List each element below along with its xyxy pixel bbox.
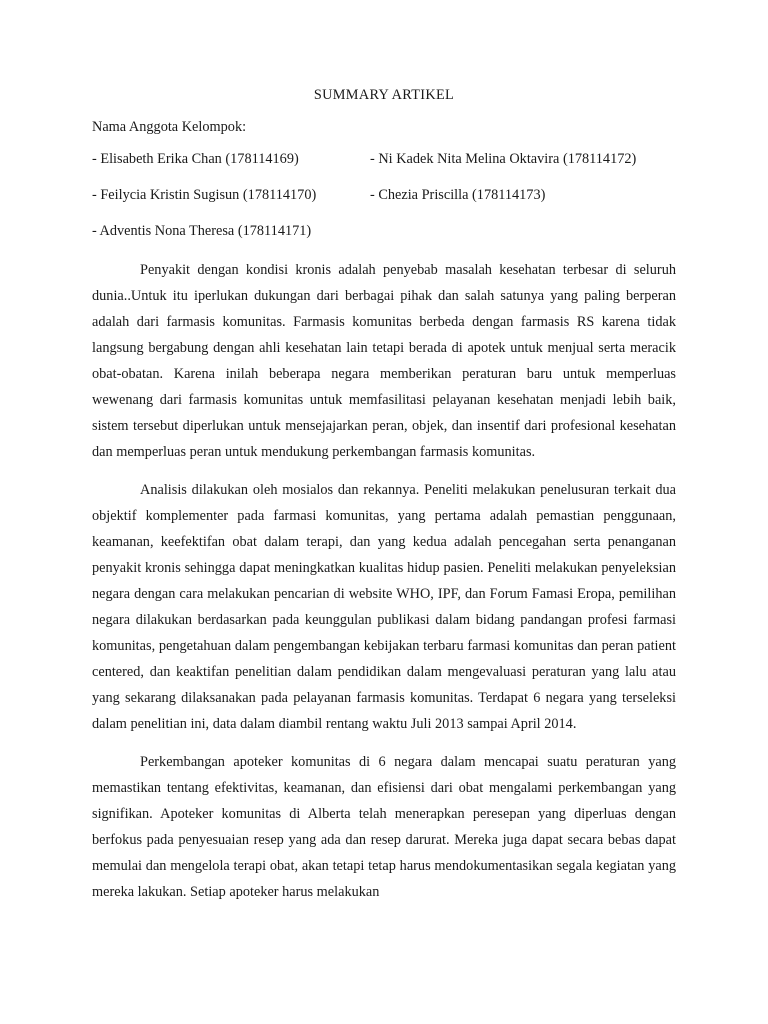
member-name: - Ni Kadek Nita Melina Oktavira (178114172) [370,151,637,167]
member-row [92,149,676,169]
document-title: SUMMARY ARTIKEL [313,87,455,103]
members-label: Nama Anggota Kelompok: [92,119,247,135]
body-paragraph-2: Analisis dilakukan oleh mosialos dan rekannya. Peneliti melakukan penelusuran terkait dua objektif komplementer pada farmasi komunitas, yang pertama adalah pemastian penggunaan, keamanan, keefektifan obat dalam terapi, dan yang kedua adalah pencegahan serta penanganan penyakit kronis sehingga dapat meningkatkan kualitas hidup pasien. Peneliti melakukan penyeleksian negara dengan cara melakukan pencarian di website WHO, IPF, dan Forum Famasi Eropa, pemilihan negara dilakukan berdasarkan pada keunggulan publikasi dalam bidang pandangan profesi farmasi komunitas, pengetahuan dalam pengembangan kebijakan terbaru farmasi komunitas dan peran patient centered, dan keaktifan penelitian dalam pendidikan dalam mengevaluasi peraturan yang lalu atau yang sekarang dilaksanakan pada pelayanan farmasis komunitas. Terdapat 6 negara yang terseleksi dalam penelitian ini, data dalam diambil rentang waktu Juli 2013 sampai April 2014. [92,482,676,732]
member-row [92,185,676,205]
member-name: - Feilycia Kristin Sugisun (178114170) [92,187,317,203]
member-name: - Chezia Priscilla (178114173) [370,187,546,203]
body-paragraph-1: Penyakit dengan kondisi kronis adalah penyebab masalah kesehatan terbesar di seluruh dunia..Untuk itu iperlukan dukungan dari berbagai pihak dan salah satunya yang paling berperan adalah dari farmasis komunitas. Farmasis komunitas berbeda dengan farmasis RS karena tidak langsung bergabung dengan ahli kesehatan lain tetapi berada di apotek untuk menjual serta meracik obat-obatan. Karena inilah beberapa negara memberikan peraturan baru untuk memperluas wewenang dari farmasis komunitas untuk memfasilitasi pelayanan kesehatan menjadi lebih baik, sistem tersebut diperlukan untuk mensejajarkan peran, objek, dan insentif dari profesional kesehatan dan memperluas peran untuk mendukung perkembangan farmasis komunitas. [92,262,676,460]
member-name: - Adventis Nona Theresa (178114171) [92,223,312,239]
member-row [92,221,676,241]
member-name: - Elisabeth Erika Chan (178114169) [92,151,299,167]
body-paragraph-3: Perkembangan apoteker komunitas di 6 negara dalam mencapai suatu peraturan yang memastikan tentang efektivitas, keamanan, dan efisiensi dari obat mengalami perkembangan yang signifikan. Apoteker komunitas di Alberta telah menerapkan peresepan yang diperluas dengan berfokus pada penyesuaian resep yang ada dan resep darurat. Mereka juga dapat secara bebas dapat memulai dan mengelola terapi obat, akan tetapi tetap harus mendokumentasikan segala kegiatan yang mereka lakukan. Setiap apoteker harus melakukan [92,754,676,900]
member-list [92,149,676,241]
